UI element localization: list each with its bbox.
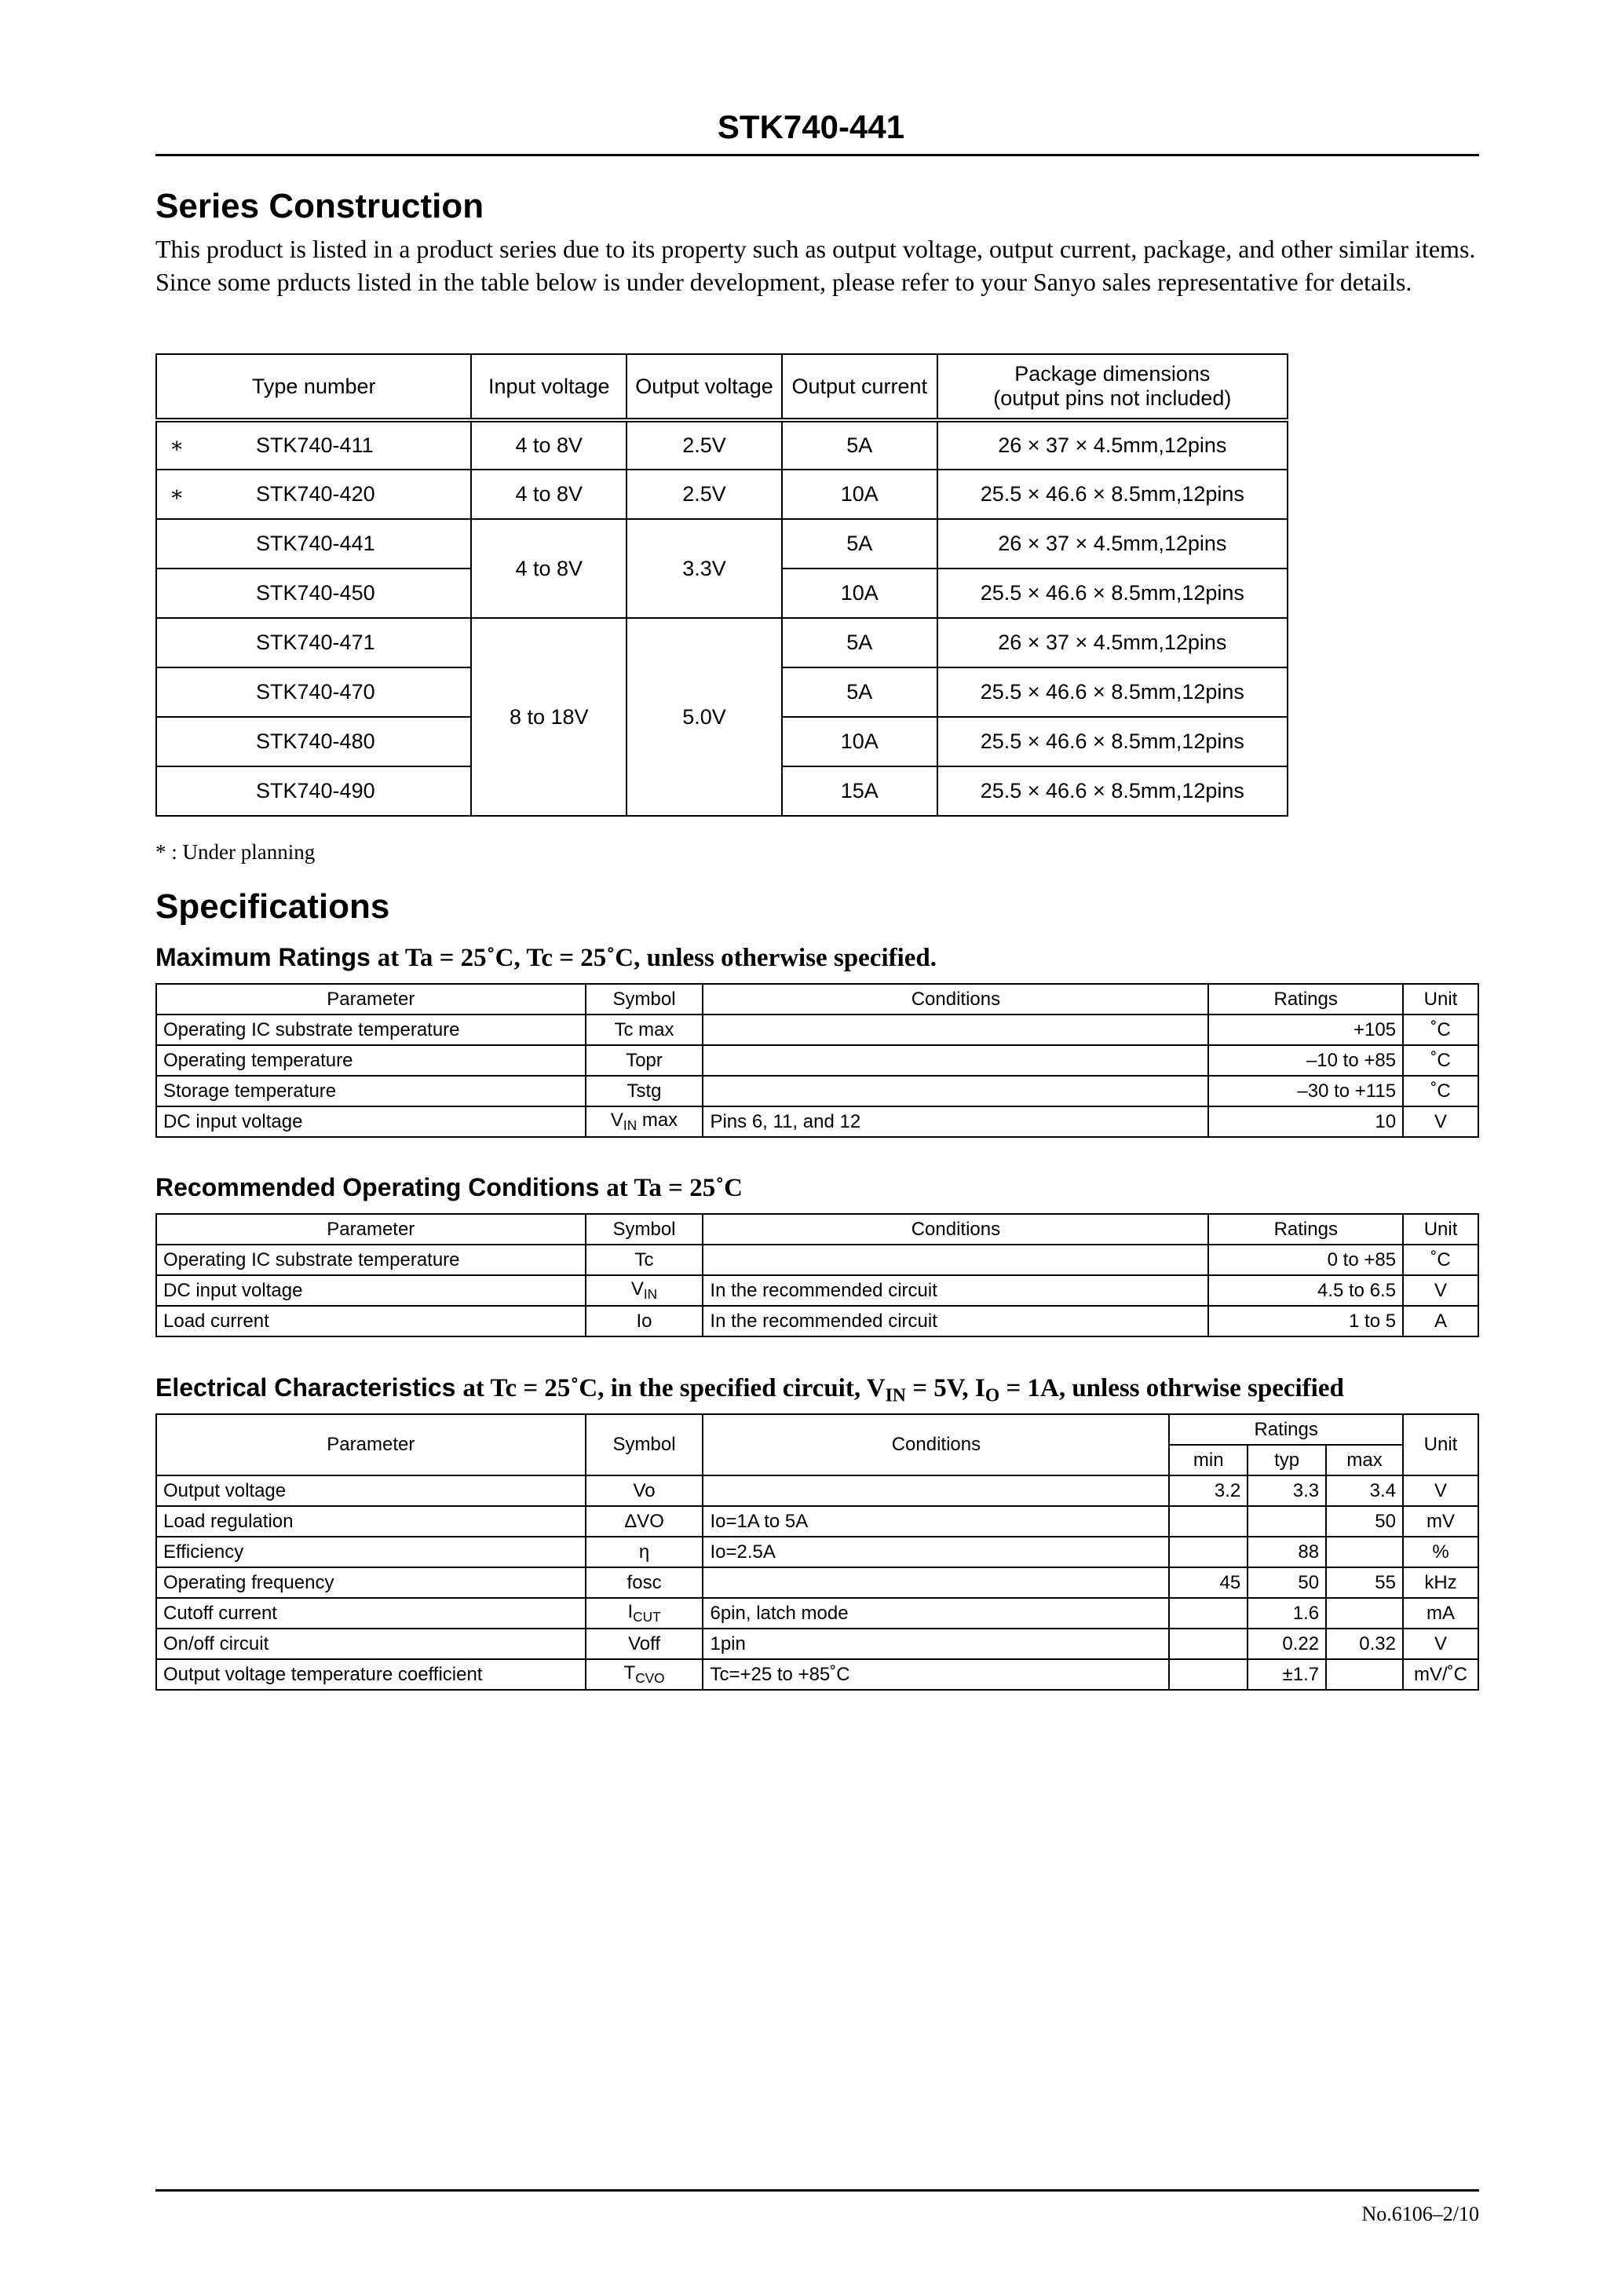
rating-cell: 0 to +85 [1208, 1245, 1403, 1275]
conditions-cell [703, 1076, 1208, 1106]
type-number: STK740-471 [256, 631, 375, 654]
param-cell: Operating temperature [156, 1045, 586, 1076]
param-cell: Storage temperature [156, 1076, 586, 1106]
table-header-row [156, 984, 1478, 1015]
conditions-cell: 6pin, latch mode [703, 1598, 1169, 1629]
output-voltage-cell: 2.5V [627, 470, 782, 519]
typ-cell: 88 [1248, 1537, 1326, 1567]
electrical-conditions: at Tc = 25˚C, in the specified circuit, $V_{IN} = 5V$, $I_O = 1A$, unless othrwise specified [462, 1374, 1344, 1406]
table-row [156, 1598, 1478, 1629]
type-number: STK740-441 [256, 532, 375, 555]
package-cell: 26 × 37 × 4.5mm,12pins [937, 420, 1288, 470]
unit-cell: V [1403, 1629, 1478, 1659]
rating-cell: 10 [1208, 1106, 1403, 1137]
conditions-cell [703, 1045, 1208, 1076]
col-parameter: Parameter [156, 1414, 586, 1475]
param-cell: Load current [156, 1306, 586, 1336]
unit-cell: V [1403, 1475, 1478, 1506]
col-unit: Unit [1403, 1414, 1478, 1475]
unit-cell: ˚C [1403, 1076, 1478, 1106]
col-conditions: Conditions [703, 1414, 1169, 1475]
max-cell [1326, 1659, 1403, 1690]
param-cell: Output voltage temperature coefficient [156, 1659, 586, 1690]
typ-cell [1248, 1506, 1326, 1537]
symbol-cell: Vo [586, 1475, 703, 1506]
typ-cell: 50 [1248, 1567, 1326, 1598]
max-ratings-conditions: at Ta = 25˚C, Tc = 25˚C, unless otherwise specified. [377, 944, 937, 972]
min-cell [1169, 1598, 1248, 1629]
col-package-line1: Package dimensions [1014, 362, 1211, 386]
electrical-heading [155, 1373, 1344, 1407]
symbol-cell: $T_{CVO}$ [586, 1659, 703, 1690]
symbol-cell: Io [586, 1306, 703, 1336]
input-cell: 4 to 8V [471, 519, 627, 618]
col-package [937, 354, 1288, 420]
series-header-row [156, 354, 1288, 420]
col-symbol: Symbol [586, 1414, 703, 1475]
package-cell: 26 × 37 × 4.5mm,12pins [937, 519, 1288, 569]
unit-cell: ˚C [1403, 1015, 1478, 1045]
type-cell [156, 618, 471, 667]
col-output-voltage: Output voltage [627, 354, 782, 420]
col-min: min [1169, 1445, 1248, 1475]
output-current-cell: 15A [782, 766, 937, 816]
recommended-heading [155, 1173, 743, 1203]
rating-cell: 1 to 5 [1208, 1306, 1403, 1336]
output-current-cell: 10A [782, 569, 937, 618]
conditions-cell [703, 1015, 1208, 1045]
package-cell: 25.5 × 46.6 × 8.5mm,12pins [937, 667, 1288, 717]
rating-cell: 4.5 to 6.5 [1208, 1275, 1403, 1306]
table-row [156, 470, 1288, 519]
package-cell: 25.5 × 46.6 × 8.5mm,12pins [937, 470, 1288, 519]
col-typ: typ [1248, 1445, 1326, 1475]
output-voltage-cell: 2.5V [627, 420, 782, 470]
min-cell: 45 [1169, 1567, 1248, 1598]
input-cell: 4 to 8V [471, 420, 627, 470]
type-cell [156, 569, 471, 618]
max-cell: 3.4 [1326, 1475, 1403, 1506]
col-input: Input voltage [471, 354, 627, 420]
min-cell: 3.2 [1169, 1475, 1248, 1506]
output-current-cell: 10A [782, 470, 937, 519]
type-cell [156, 420, 471, 470]
table-header-row [156, 1414, 1478, 1445]
param-cell: Operating IC substrate temperature [156, 1015, 586, 1045]
col-conditions: Conditions [703, 984, 1208, 1015]
table-row [156, 1015, 1478, 1045]
page-title: STK740-441 [717, 108, 905, 145]
conditions-cell: 1pin [703, 1629, 1169, 1659]
unit-cell: kHz [1403, 1567, 1478, 1598]
max-ratings-table [155, 983, 1479, 1138]
param-cell: DC input voltage [156, 1275, 586, 1306]
type-number: STK740-490 [256, 779, 375, 803]
param-cell: Operating IC substrate temperature [156, 1245, 586, 1275]
type-number: STK740-480 [256, 729, 375, 753]
rating-cell: –10 to +85 [1208, 1045, 1403, 1076]
col-conditions: Conditions [703, 1214, 1208, 1245]
unit-cell: ˚C [1403, 1245, 1478, 1275]
unit-cell: A [1403, 1306, 1478, 1336]
col-max: max [1326, 1445, 1403, 1475]
specifications-heading: Specifications [155, 887, 390, 926]
col-symbol: Symbol [586, 1214, 703, 1245]
table-row [156, 1475, 1478, 1506]
conditions-cell [703, 1475, 1169, 1506]
unit-cell: ˚C [1403, 1045, 1478, 1076]
planning-mark: ∗ [170, 482, 184, 506]
symbol-cell: Tc [586, 1245, 703, 1275]
recommended-conditions: at Ta = 25˚C [606, 1174, 743, 1202]
page-number: No.6106–2/10 [1361, 2203, 1479, 2225]
conditions-cell: Io=1A to 5A [703, 1506, 1169, 1537]
output-current-cell: 10A [782, 717, 937, 766]
table-row [156, 618, 1288, 667]
conditions-cell: In the recommended circuit [703, 1306, 1208, 1336]
type-number: STK740-420 [256, 482, 375, 506]
planning-mark: ∗ [170, 433, 184, 457]
conditions-cell: Io=2.5A [703, 1537, 1169, 1567]
unit-cell: V [1403, 1106, 1478, 1137]
unit-cell: mV/˚C [1403, 1659, 1478, 1690]
table-row [156, 1537, 1478, 1567]
symbol-cell: $V_{IN}$ max [586, 1106, 703, 1137]
param-cell: DC input voltage [156, 1106, 586, 1137]
conditions-cell [703, 1567, 1169, 1598]
symbol-cell: $V_{IN}$ [586, 1275, 703, 1306]
table-row [156, 1106, 1478, 1137]
max-cell: 0.32 [1326, 1629, 1403, 1659]
type-number: STK740-450 [256, 581, 375, 605]
package-cell: 25.5 × 46.6 × 8.5mm,12pins [937, 569, 1288, 618]
col-unit: Unit [1403, 984, 1478, 1015]
col-ratings: Ratings [1208, 1214, 1403, 1245]
unit-cell: % [1403, 1537, 1478, 1567]
table-header-row [156, 1214, 1478, 1245]
table-row [156, 1076, 1478, 1106]
recommended-table [155, 1213, 1479, 1337]
col-parameter: Parameter [156, 1214, 586, 1245]
symbol-cell: Topr [586, 1045, 703, 1076]
col-unit: Unit [1403, 1214, 1478, 1245]
table-row [156, 1275, 1478, 1306]
conditions-cell [703, 1245, 1208, 1275]
output-current-cell: 5A [782, 519, 937, 569]
param-cell: Output voltage [156, 1475, 586, 1506]
typ-cell: 3.3 [1248, 1475, 1326, 1506]
planning-note: * : Under planning [155, 840, 316, 864]
unit-cell: mV [1403, 1506, 1478, 1537]
col-output-current: Output current [782, 354, 937, 420]
input-cell: 4 to 8V [471, 470, 627, 519]
col-package-line2: (output pins not included) [993, 386, 1232, 410]
table-row [156, 1506, 1478, 1537]
rating-cell: +105 [1208, 1015, 1403, 1045]
output-voltage-cell: 3.3V [627, 519, 782, 618]
table-row [156, 519, 1288, 569]
output-current-cell: 5A [782, 420, 937, 470]
symbol-cell: $I_{CUT}$ [586, 1598, 703, 1629]
recommended-title: Recommended Operating Conditions [155, 1173, 600, 1201]
param-cell: Operating frequency [156, 1567, 586, 1598]
type-cell [156, 717, 471, 766]
table-row [156, 1567, 1478, 1598]
type-cell [156, 766, 471, 816]
electrical-table [155, 1413, 1479, 1691]
output-current-cell: 5A [782, 667, 937, 717]
table-row [156, 1045, 1478, 1076]
package-cell: 25.5 × 46.6 × 8.5mm,12pins [937, 717, 1288, 766]
max-cell [1326, 1537, 1403, 1567]
max-cell: 50 [1326, 1506, 1403, 1537]
output-voltage-cell: 5.0V [627, 618, 782, 816]
type-number: STK740-470 [256, 680, 375, 704]
unit-cell: mA [1403, 1598, 1478, 1629]
param-cell: Load regulation [156, 1506, 586, 1537]
param-cell: On/off circuit [156, 1629, 586, 1659]
param-cell: Cutoff current [156, 1598, 586, 1629]
conditions-cell: Tc=+25 to +85˚C [703, 1659, 1169, 1690]
unit-cell: V [1403, 1275, 1478, 1306]
typ-cell: ±1.7 [1248, 1659, 1326, 1690]
series-table [155, 353, 1288, 817]
max-cell [1326, 1598, 1403, 1629]
type-cell [156, 667, 471, 717]
col-ratings: Ratings [1169, 1414, 1403, 1445]
electrical-title: Electrical Characteristics [155, 1373, 456, 1402]
table-row [156, 1306, 1478, 1336]
col-parameter: Parameter [156, 984, 586, 1015]
conditions-cell: Pins 6, 11, and 12 [703, 1106, 1208, 1137]
table-row [156, 1629, 1478, 1659]
col-type: Type number [156, 354, 471, 420]
min-cell [1169, 1629, 1248, 1659]
type-cell [156, 519, 471, 569]
type-cell [156, 470, 471, 519]
table-row [156, 1245, 1478, 1275]
header-rule [155, 154, 1479, 156]
symbol-cell: Tstg [586, 1076, 703, 1106]
rating-cell: –30 to +115 [1208, 1076, 1403, 1106]
col-ratings: Ratings [1208, 984, 1403, 1015]
typ-cell: 0.22 [1248, 1629, 1326, 1659]
col-symbol: Symbol [586, 984, 703, 1015]
type-number: STK740-411 [256, 433, 374, 457]
max-ratings-heading [155, 943, 937, 973]
footer-rule [155, 2189, 1479, 2192]
typ-cell: 1.6 [1248, 1598, 1326, 1629]
series-intro: This product is listed in a product series due to its property such as output voltage, output current, package, and other similar items. Since some prducts listed in the table below is under development, please refer to your Sanyo sales representative for details. [155, 235, 1476, 296]
package-cell: 26 × 37 × 4.5mm,12pins [937, 618, 1288, 667]
max-cell: 55 [1326, 1567, 1403, 1598]
output-current-cell: 5A [782, 618, 937, 667]
package-cell: 25.5 × 46.6 × 8.5mm,12pins [937, 766, 1288, 816]
max-ratings-title: Maximum Ratings [155, 943, 371, 971]
min-cell [1169, 1537, 1248, 1567]
min-cell [1169, 1506, 1248, 1537]
conditions-cell: In the recommended circuit [703, 1275, 1208, 1306]
symbol-cell: ΔVO [586, 1506, 703, 1537]
input-cell: 8 to 18V [471, 618, 627, 816]
symbol-cell: Tc max [586, 1015, 703, 1045]
param-cell: Efficiency [156, 1537, 586, 1567]
min-cell [1169, 1659, 1248, 1690]
table-row [156, 420, 1288, 470]
series-heading: Series Construction [155, 187, 484, 225]
symbol-cell: fosc [586, 1567, 703, 1598]
table-row [156, 1659, 1478, 1690]
symbol-cell: Voff [586, 1629, 703, 1659]
symbol-cell: η [586, 1537, 703, 1567]
